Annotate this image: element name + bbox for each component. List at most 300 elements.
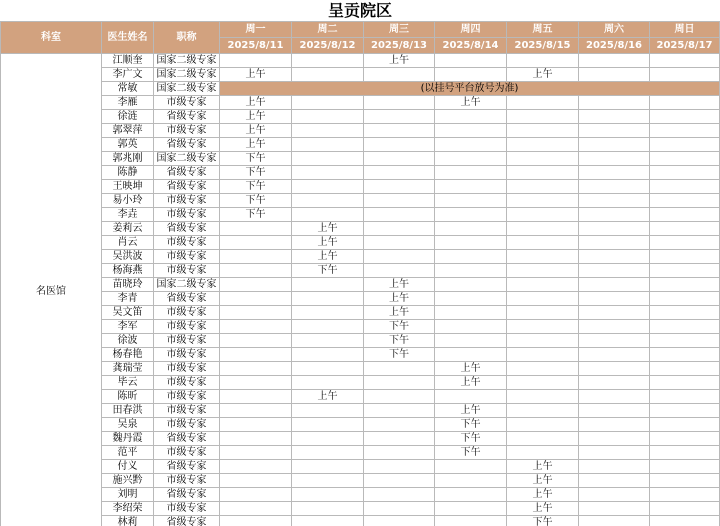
table-row bbox=[1, 292, 720, 306]
slot-cell bbox=[579, 152, 650, 166]
slot-cell bbox=[507, 208, 579, 222]
table-row bbox=[1, 320, 720, 334]
slot-cell bbox=[579, 404, 650, 418]
slot-cell bbox=[435, 236, 507, 250]
table-row bbox=[1, 124, 720, 138]
rank-cell: 市级专家 bbox=[154, 474, 220, 488]
slot-cell bbox=[435, 264, 507, 278]
doctor-name-cell: 毕云 bbox=[102, 376, 154, 390]
slot-cell bbox=[364, 68, 435, 82]
slot-cell bbox=[579, 250, 650, 264]
slot-cell bbox=[364, 432, 435, 446]
slot-cell bbox=[435, 54, 507, 68]
slot-cell bbox=[292, 110, 364, 124]
rank-cell: 市级专家 bbox=[154, 320, 220, 334]
slot-cell: 下午 bbox=[220, 194, 292, 208]
rank-cell: 省级专家 bbox=[154, 110, 220, 124]
slot-cell bbox=[579, 138, 650, 152]
doctor-name-cell: 付义 bbox=[102, 460, 154, 474]
rank-cell: 市级专家 bbox=[154, 334, 220, 348]
rank-cell: 省级专家 bbox=[154, 180, 220, 194]
slot-cell bbox=[435, 460, 507, 474]
slot-cell bbox=[364, 138, 435, 152]
slot-cell bbox=[220, 418, 292, 432]
slot-cell bbox=[507, 432, 579, 446]
slot-cell bbox=[292, 460, 364, 474]
slot-cell bbox=[220, 236, 292, 250]
table-row bbox=[1, 502, 720, 516]
slot-cell bbox=[435, 138, 507, 152]
slot-cell bbox=[220, 54, 292, 68]
slot-cell bbox=[435, 124, 507, 138]
slot-cell bbox=[579, 376, 650, 390]
slot-cell: 上午 bbox=[435, 404, 507, 418]
table-row bbox=[1, 236, 720, 250]
slot-cell bbox=[220, 320, 292, 334]
header-day: 周四 bbox=[435, 22, 507, 38]
doctor-name-cell: 陈昕 bbox=[102, 390, 154, 404]
slot-cell bbox=[292, 54, 364, 68]
slot-cell bbox=[364, 250, 435, 264]
slot-cell bbox=[435, 502, 507, 516]
slot-cell: 下午 bbox=[220, 152, 292, 166]
header-rank: 职称 bbox=[154, 22, 220, 54]
slot-cell bbox=[650, 320, 720, 334]
doctor-name-cell: 苗晓玲 bbox=[102, 278, 154, 292]
slot-cell: 上午 bbox=[435, 96, 507, 110]
slot-cell bbox=[292, 474, 364, 488]
rank-cell: 市级专家 bbox=[154, 502, 220, 516]
doctor-name-cell: 徐涟 bbox=[102, 110, 154, 124]
slot-cell bbox=[364, 96, 435, 110]
doctor-name-cell: 郭兆刚 bbox=[102, 152, 154, 166]
slot-cell bbox=[292, 362, 364, 376]
slot-cell bbox=[650, 250, 720, 264]
slot-cell bbox=[220, 404, 292, 418]
slot-cell bbox=[364, 362, 435, 376]
slot-cell bbox=[364, 460, 435, 474]
slot-cell bbox=[507, 222, 579, 236]
slot-cell bbox=[579, 502, 650, 516]
rank-cell: 国家二级专家 bbox=[154, 82, 220, 96]
slot-cell bbox=[650, 54, 720, 68]
slot-cell bbox=[364, 180, 435, 194]
slot-cell bbox=[507, 110, 579, 124]
slot-cell bbox=[435, 152, 507, 166]
doctor-name-cell: 郭翠萍 bbox=[102, 124, 154, 138]
slot-cell bbox=[579, 180, 650, 194]
doctor-name-cell: 陈静 bbox=[102, 166, 154, 180]
slot-cell bbox=[435, 166, 507, 180]
header-day: 周五 bbox=[507, 22, 579, 38]
slot-cell bbox=[650, 180, 720, 194]
rank-cell: 市级专家 bbox=[154, 306, 220, 320]
slot-cell bbox=[650, 334, 720, 348]
slot-cell: 上午 bbox=[292, 222, 364, 236]
slot-cell bbox=[650, 264, 720, 278]
rank-cell: 市级专家 bbox=[154, 348, 220, 362]
rank-cell: 国家二级专家 bbox=[154, 278, 220, 292]
slot-cell bbox=[507, 250, 579, 264]
header-date: 2025/8/14 bbox=[435, 38, 507, 54]
table-header bbox=[1, 22, 720, 54]
header-day: 周六 bbox=[579, 22, 650, 38]
table-row bbox=[1, 138, 720, 152]
slot-cell bbox=[220, 264, 292, 278]
slot-cell bbox=[435, 180, 507, 194]
rank-cell: 市级专家 bbox=[154, 236, 220, 250]
slot-cell bbox=[650, 166, 720, 180]
slot-cell bbox=[579, 194, 650, 208]
slot-cell bbox=[220, 348, 292, 362]
slot-cell bbox=[364, 516, 435, 526]
slot-cell bbox=[435, 278, 507, 292]
slot-cell bbox=[435, 222, 507, 236]
slot-cell bbox=[435, 516, 507, 526]
slot-cell bbox=[364, 166, 435, 180]
slot-cell bbox=[435, 110, 507, 124]
rank-cell: 省级专家 bbox=[154, 516, 220, 526]
doctor-name-cell: 姜莉云 bbox=[102, 222, 154, 236]
slot-cell bbox=[650, 236, 720, 250]
slot-cell bbox=[364, 488, 435, 502]
table-row bbox=[1, 348, 720, 362]
slot-cell bbox=[507, 376, 579, 390]
table-row bbox=[1, 516, 720, 526]
table-row bbox=[1, 390, 720, 404]
table-row bbox=[1, 194, 720, 208]
slot-cell bbox=[292, 194, 364, 208]
doctor-name-cell: 肖云 bbox=[102, 236, 154, 250]
slot-cell bbox=[220, 250, 292, 264]
rank-cell: 国家二级专家 bbox=[154, 54, 220, 68]
slot-cell: 上午 bbox=[507, 68, 579, 82]
slot-cell bbox=[292, 138, 364, 152]
table-row bbox=[1, 488, 720, 502]
rank-cell: 省级专家 bbox=[154, 138, 220, 152]
slot-cell: 上午 bbox=[220, 110, 292, 124]
header-date: 2025/8/17 bbox=[650, 38, 720, 54]
slot-cell bbox=[220, 390, 292, 404]
slot-cell bbox=[220, 446, 292, 460]
slot-cell bbox=[292, 488, 364, 502]
rank-cell: 市级专家 bbox=[154, 194, 220, 208]
slot-cell bbox=[435, 306, 507, 320]
header-day: 周日 bbox=[650, 22, 720, 38]
slot-cell bbox=[507, 292, 579, 306]
doctor-name-cell: 范平 bbox=[102, 446, 154, 460]
slot-cell bbox=[650, 292, 720, 306]
slot-cell bbox=[292, 320, 364, 334]
doctor-name-cell: 吴泉 bbox=[102, 418, 154, 432]
header-day: 周三 bbox=[364, 22, 435, 38]
slot-cell bbox=[292, 404, 364, 418]
slot-cell bbox=[364, 236, 435, 250]
slot-cell bbox=[507, 152, 579, 166]
slot-cell bbox=[650, 460, 720, 474]
rank-cell: 省级专家 bbox=[154, 222, 220, 236]
doctor-name-cell: 吴洪波 bbox=[102, 250, 154, 264]
slot-cell bbox=[435, 334, 507, 348]
slot-cell bbox=[435, 292, 507, 306]
slot-cell bbox=[650, 110, 720, 124]
table-row bbox=[1, 432, 720, 446]
slot-cell bbox=[220, 460, 292, 474]
slot-cell bbox=[507, 320, 579, 334]
table-row bbox=[1, 180, 720, 194]
slot-cell bbox=[435, 250, 507, 264]
header-date: 2025/8/16 bbox=[579, 38, 650, 54]
slot-cell: 上午 bbox=[292, 250, 364, 264]
slot-cell bbox=[364, 502, 435, 516]
table-row bbox=[1, 334, 720, 348]
slot-cell: 下午 bbox=[220, 208, 292, 222]
table-row bbox=[1, 278, 720, 292]
slot-cell bbox=[650, 68, 720, 82]
rank-cell: 市级专家 bbox=[154, 264, 220, 278]
slot-cell: 上午 bbox=[435, 376, 507, 390]
slot-cell bbox=[650, 404, 720, 418]
doctor-name-cell: 田春洪 bbox=[102, 404, 154, 418]
slot-cell bbox=[507, 194, 579, 208]
slot-cell bbox=[364, 110, 435, 124]
doctor-name-cell: 吴文笛 bbox=[102, 306, 154, 320]
slot-cell bbox=[292, 334, 364, 348]
doctor-name-cell: 王映坤 bbox=[102, 180, 154, 194]
slot-cell bbox=[364, 446, 435, 460]
slot-cell bbox=[579, 488, 650, 502]
slot-cell bbox=[579, 432, 650, 446]
slot-cell bbox=[292, 432, 364, 446]
slot-cell bbox=[507, 404, 579, 418]
slot-cell bbox=[650, 208, 720, 222]
table-row bbox=[1, 82, 720, 96]
slot-cell bbox=[435, 474, 507, 488]
slot-cell bbox=[650, 516, 720, 526]
slot-cell bbox=[435, 194, 507, 208]
slot-cell bbox=[220, 516, 292, 526]
slot-cell bbox=[364, 194, 435, 208]
slot-cell bbox=[507, 236, 579, 250]
slot-cell: 下午 bbox=[292, 264, 364, 278]
table-row bbox=[1, 376, 720, 390]
slot-cell bbox=[579, 264, 650, 278]
slot-cell bbox=[364, 264, 435, 278]
table-row bbox=[1, 460, 720, 474]
slot-cell bbox=[650, 152, 720, 166]
slot-cell bbox=[220, 474, 292, 488]
slot-cell bbox=[579, 166, 650, 180]
slot-cell bbox=[507, 334, 579, 348]
slot-cell: 下午 bbox=[507, 516, 579, 526]
slot-cell bbox=[292, 306, 364, 320]
doctor-name-cell: 施兴黔 bbox=[102, 474, 154, 488]
slot-cell bbox=[364, 418, 435, 432]
doctor-name-cell: 李绍荣 bbox=[102, 502, 154, 516]
slot-cell bbox=[435, 488, 507, 502]
department-cell: 名医馆 bbox=[1, 54, 102, 526]
slot-cell bbox=[220, 376, 292, 390]
slot-cell bbox=[579, 96, 650, 110]
slot-cell bbox=[364, 474, 435, 488]
slot-cell: 下午 bbox=[435, 432, 507, 446]
slot-cell bbox=[507, 166, 579, 180]
doctor-name-cell: 徐波 bbox=[102, 334, 154, 348]
slot-cell bbox=[507, 54, 579, 68]
slot-cell bbox=[507, 362, 579, 376]
schedule-note-cell: (以挂号平台放号为准) bbox=[220, 82, 720, 96]
rank-cell: 市级专家 bbox=[154, 390, 220, 404]
slot-cell bbox=[579, 348, 650, 362]
slot-cell bbox=[650, 124, 720, 138]
slot-cell bbox=[220, 362, 292, 376]
table-row bbox=[1, 208, 720, 222]
rank-cell: 省级专家 bbox=[154, 292, 220, 306]
slot-cell: 上午 bbox=[364, 54, 435, 68]
table-row bbox=[1, 362, 720, 376]
slot-cell bbox=[579, 460, 650, 474]
slot-cell: 下午 bbox=[364, 334, 435, 348]
rank-cell: 市级专家 bbox=[154, 250, 220, 264]
slot-cell bbox=[507, 390, 579, 404]
doctor-name-cell: 杨海燕 bbox=[102, 264, 154, 278]
slot-cell: 上午 bbox=[292, 236, 364, 250]
slot-cell: 上午 bbox=[507, 474, 579, 488]
slot-cell: 上午 bbox=[435, 362, 507, 376]
slot-cell: 下午 bbox=[364, 320, 435, 334]
header-date: 2025/8/13 bbox=[364, 38, 435, 54]
table-row bbox=[1, 222, 720, 236]
slot-cell bbox=[650, 432, 720, 446]
slot-cell bbox=[650, 474, 720, 488]
page-title: 呈贡院区 bbox=[327, 1, 392, 20]
slot-cell bbox=[650, 194, 720, 208]
doctor-name-cell: 李军 bbox=[102, 320, 154, 334]
slot-cell bbox=[292, 516, 364, 526]
slot-cell bbox=[650, 418, 720, 432]
rank-cell: 市级专家 bbox=[154, 124, 220, 138]
doctor-name-cell: 易小玲 bbox=[102, 194, 154, 208]
slot-cell: 上午 bbox=[507, 502, 579, 516]
slot-cell bbox=[579, 362, 650, 376]
slot-cell bbox=[364, 222, 435, 236]
slot-cell: 上午 bbox=[507, 460, 579, 474]
rank-cell: 市级专家 bbox=[154, 96, 220, 110]
slot-cell bbox=[650, 446, 720, 460]
schedule-table bbox=[0, 21, 720, 526]
slot-cell bbox=[579, 474, 650, 488]
doctor-name-cell: 李雁 bbox=[102, 96, 154, 110]
slot-cell bbox=[292, 446, 364, 460]
slot-cell bbox=[650, 96, 720, 110]
table-row bbox=[1, 264, 720, 278]
slot-cell bbox=[579, 222, 650, 236]
slot-cell bbox=[292, 166, 364, 180]
slot-cell: 上午 bbox=[220, 68, 292, 82]
doctor-name-cell: 李垚 bbox=[102, 208, 154, 222]
rank-cell: 省级专家 bbox=[154, 166, 220, 180]
slot-cell bbox=[507, 446, 579, 460]
slot-cell bbox=[579, 278, 650, 292]
slot-cell: 上午 bbox=[292, 390, 364, 404]
doctor-name-cell: 刘明 bbox=[102, 488, 154, 502]
doctor-name-cell: 李青 bbox=[102, 292, 154, 306]
slot-cell bbox=[292, 418, 364, 432]
rank-cell: 市级专家 bbox=[154, 404, 220, 418]
slot-cell bbox=[650, 488, 720, 502]
table-row bbox=[1, 54, 720, 68]
slot-cell: 上午 bbox=[220, 138, 292, 152]
slot-cell bbox=[507, 264, 579, 278]
slot-cell bbox=[435, 348, 507, 362]
slot-cell bbox=[650, 348, 720, 362]
slot-cell bbox=[650, 376, 720, 390]
slot-cell bbox=[507, 138, 579, 152]
slot-cell bbox=[650, 306, 720, 320]
slot-cell: 下午 bbox=[364, 348, 435, 362]
slot-cell: 上午 bbox=[220, 124, 292, 138]
slot-cell bbox=[292, 502, 364, 516]
slot-cell bbox=[364, 376, 435, 390]
slot-cell bbox=[435, 320, 507, 334]
slot-cell bbox=[507, 278, 579, 292]
table-row bbox=[1, 96, 720, 110]
slot-cell: 下午 bbox=[435, 418, 507, 432]
rank-cell: 省级专家 bbox=[154, 460, 220, 474]
doctor-name-cell: 杨春艳 bbox=[102, 348, 154, 362]
slot-cell: 上午 bbox=[364, 306, 435, 320]
slot-cell bbox=[292, 68, 364, 82]
slot-cell bbox=[292, 180, 364, 194]
slot-cell bbox=[579, 390, 650, 404]
slot-cell bbox=[292, 124, 364, 138]
slot-cell bbox=[507, 180, 579, 194]
table-row bbox=[1, 404, 720, 418]
slot-cell: 上午 bbox=[364, 278, 435, 292]
slot-cell bbox=[579, 236, 650, 250]
slot-cell bbox=[364, 208, 435, 222]
slot-cell: 上午 bbox=[507, 488, 579, 502]
slot-cell bbox=[579, 446, 650, 460]
slot-cell bbox=[292, 376, 364, 390]
rank-cell: 省级专家 bbox=[154, 432, 220, 446]
table-row bbox=[1, 166, 720, 180]
slot-cell bbox=[579, 334, 650, 348]
doctor-name-cell: 江顺奎 bbox=[102, 54, 154, 68]
slot-cell bbox=[292, 292, 364, 306]
slot-cell bbox=[579, 292, 650, 306]
rank-cell: 国家二级专家 bbox=[154, 68, 220, 82]
slot-cell: 上午 bbox=[220, 96, 292, 110]
slot-cell bbox=[579, 516, 650, 526]
slot-cell bbox=[650, 502, 720, 516]
slot-cell bbox=[507, 348, 579, 362]
slot-cell bbox=[292, 278, 364, 292]
slot-cell bbox=[579, 110, 650, 124]
table-row bbox=[1, 418, 720, 432]
slot-cell bbox=[220, 488, 292, 502]
rank-cell: 市级专家 bbox=[154, 446, 220, 460]
slot-cell bbox=[507, 418, 579, 432]
slot-cell bbox=[364, 404, 435, 418]
slot-cell bbox=[650, 362, 720, 376]
slot-cell bbox=[292, 96, 364, 110]
slot-cell bbox=[650, 278, 720, 292]
table-body bbox=[1, 54, 720, 526]
doctor-name-cell: 常敏 bbox=[102, 82, 154, 96]
rank-cell: 市级专家 bbox=[154, 376, 220, 390]
table-row bbox=[1, 152, 720, 166]
